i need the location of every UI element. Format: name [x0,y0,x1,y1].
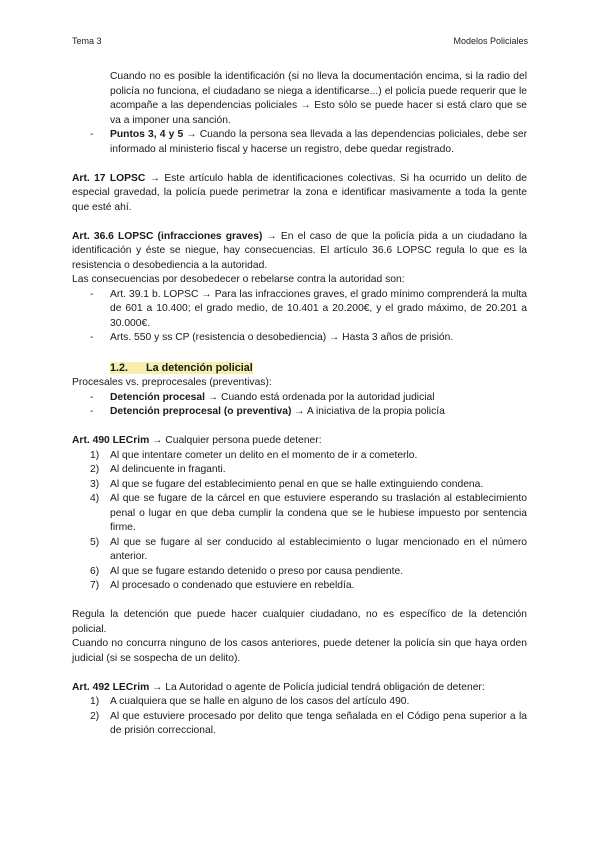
list-item [72,492,527,536]
list-number: 3) [90,478,100,490]
list-text: Al procesado o condenado que estuviere en rebeldía. [110,580,355,591]
section-number: 1.2. [110,362,129,374]
points-label: Puntos 3, 4 y 5 [110,129,184,140]
points-item [72,128,527,157]
consequence-item: - Arts. 550 y ss CP (resistencia o desobediencia) → Hasta 3 años de prisión. [72,331,527,346]
list-text: Al que se fugare del establecimiento penal en que se halle extinguiendo condena. [110,478,484,490]
consequences-intro: Las consecuencias por desobedecer o rebelarse contra la autoridad son: [72,274,405,285]
list-text: Al que intentare cometer un delito en el momento de ir a cometerlo. [110,449,418,461]
list-text: Al que estuviere procesado por delito que tenga señalada en el Código pena superior a la de prisión correccional. [110,710,527,736]
list-item [72,695,527,710]
detention-type-item [72,391,527,406]
section-intro: Procesales vs. preprocesales (preventivas): [72,377,272,388]
header-left: Tema 3 [72,36,102,46]
consequence-item: - Art. 39.1 b. LOPSC → Para las infracciones graves, el grado mínimo comprenderá la multa de 601 a 10.400; el grado medio, de 10.401 a 20.200€, y el grado máximo, de 20.201 a 30.000€. [72,288,527,332]
list-text: Al que se fugare al ser conducido al establecimiento o lugar mencionado en el número anterior. [110,536,527,562]
list-item [72,449,527,464]
art490-list [72,449,527,594]
list-number: 5) [90,536,100,548]
art492-paragraph [72,681,527,696]
intro-paragraph: Cuando no es posible la identificación (si no lleva la documentación encima, si la radio del policía no funciona, el ciudadano se niega a identificarse...) el policía puede requerir que le acompañe a las dependencias policiales → Esto sólo se puede hacer si está claro que se va a imponer una sanción. [110,71,527,126]
detention-type-text: → A iniciativa de la propia policía [291,406,445,417]
list-number: 1) [90,449,100,461]
detention-type-item [72,405,527,420]
art490-note-1: Regula la detención que puede hacer cualquier ciudadano, no es específico de la detención policial. [72,609,527,635]
detention-type-text: → Cuando está ordenada por la autoridad judicial [205,391,435,403]
list-text: A cualquiera que se halle en alguno de los casos del artículo 490. [110,696,410,707]
list-number: 1) [90,696,100,707]
list-text: Al delincuente in fraganti. [110,464,226,475]
list-item [72,565,527,580]
detention-type-label: Detención procesal [110,391,205,403]
header-right: Modelos Policiales [453,36,528,46]
list-number: 4) [90,493,100,504]
section-heading [72,360,527,376]
art366-text: → En el caso de que la policía pida a un ciudadano la identificación y éste se niegue, hay consecuencias. El artículo 36.6 LOPSC regula lo que es la resistencia o desobediencia a la autoridad. [72,230,527,271]
art490-text: → Cualquier persona puede detener: [149,435,322,446]
list-item [72,536,527,565]
document-body [72,70,527,739]
list-number: 7) [90,580,100,591]
detention-types-list [72,391,527,420]
detention-type-label: Detención preprocesal (o preventiva) [110,406,292,417]
art366-paragraph [72,230,527,274]
list-number: 2) [90,464,100,475]
points-text: → Cuando la persona sea llevada a las dependencias policiales, debe ser informado al ministerio fiscal y hacerse un registro, debe quedar registrado. [110,129,528,155]
list-text: Al que se fugare estando detenido o preso por causa pendiente. [110,565,404,577]
list-item [72,463,527,478]
points-list [72,128,527,157]
list-item [72,710,527,739]
list-number: 2) [90,710,100,722]
art490-note-2: Cuando no concurra ninguno de los casos anteriores, puede detener la policía sin que haya orden judicial (si se sospecha de un delito). [72,638,527,664]
art17-text: → Este artículo habla de identificaciones colectivas. Si ha ocurrido un delito de especial gravedad, la policía puede perimetrar la zona e identificar masivamente a toda la gente que esté ahí. [72,172,527,213]
art490-paragraph [72,434,527,449]
list-text: Al que se fugare de la cárcel en que estuviere esperando su traslación al establecimiento penal o lugar en que deba cumplir la condena que se le hubiese impuesto por sentencia firme. [110,493,527,533]
art17-paragraph [72,172,527,216]
art492-label: Art. 492 LECrim [72,681,150,693]
section-title: La detención policial [146,362,253,374]
list-item [72,579,527,594]
consequences-list [72,288,527,346]
list-item [72,478,527,493]
art17-label: Art. 17 LOPSC [72,172,146,184]
art492-text: → La Autoridad o agente de Policía judicial tendrá obligación de detener: [149,681,485,693]
art492-list [72,695,527,739]
art490-label: Art. 490 LECrim [72,435,150,446]
list-number: 6) [90,565,100,577]
art366-label: Art. 36.6 LOPSC (infracciones graves) [72,230,263,242]
